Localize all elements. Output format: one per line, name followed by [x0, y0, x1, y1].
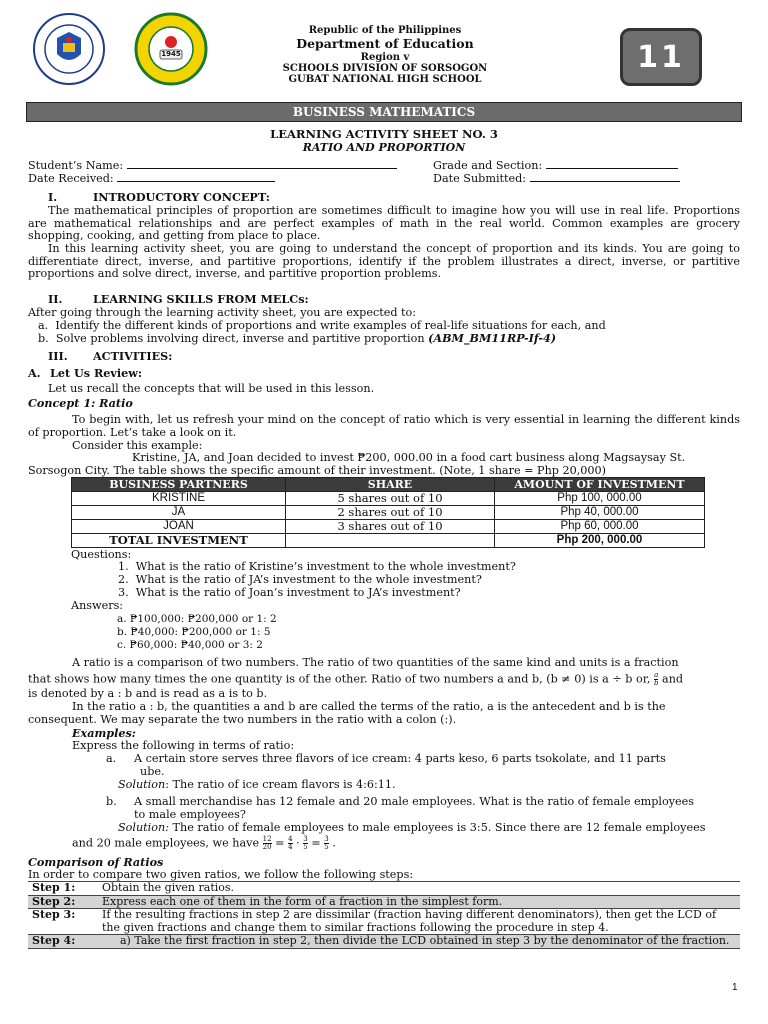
- step-label: Step 2:: [28, 895, 98, 909]
- ratio-def-line-2-text: that shows how many times the one quantity is of the other. Ratio of two numbers a and b, (b ≠ 0) is a ÷ b or,: [28, 672, 651, 686]
- ratio-def-line-2-end: and: [662, 672, 684, 686]
- steps-table: [28, 881, 740, 949]
- sheet-subtitle: RATIO AND PROPORTION: [302, 141, 466, 154]
- ratio-def-line-4: In the ratio a : b, the quantities a and b are called the terms of the ratio, a is the antecedent and b is the: [72, 700, 666, 713]
- section2-item-a: a. Identify the different kinds of proportions and write examples of real-life situations for each, and: [38, 319, 606, 332]
- step-label: Step 1:: [32, 881, 76, 894]
- answer-item: a. ₱100,000: ₱200,000 or 1: 2: [117, 613, 277, 625]
- review-heading: [28, 367, 740, 380]
- step-text: Obtain the given ratios.: [102, 881, 235, 894]
- section3-num: III.: [48, 349, 68, 363]
- table-row: [72, 506, 705, 520]
- grade-section-row: [433, 159, 678, 172]
- example-a-solution: [28, 779, 768, 792]
- question-text: What is the ratio of JA’s investment to the whole investment?: [135, 573, 482, 586]
- question-text: What is the ratio of Kristine’s investment to the whole investment?: [135, 560, 516, 573]
- solution-label: Solution:: [118, 821, 169, 834]
- step-label: Step 3:: [32, 908, 76, 921]
- concept1-heading: Concept 1: Ratio: [28, 396, 133, 410]
- section1-paragraph-1: The mathematical principles of proportion are sometimes difficult to imagine how you will use in real life. Proportions are mathematical relationships and are perfect examples of math in the real world. Common examples are grocery shopping, cooking, and getting from place to place.: [28, 204, 740, 243]
- step-row: [28, 895, 740, 909]
- partner-cell: JOAN: [72, 520, 286, 534]
- section1-heading: [28, 191, 740, 204]
- table-header-row: [72, 478, 705, 492]
- sheet-title: LEARNING ACTIVITY SHEET NO. 3: [270, 127, 498, 141]
- partner-cell: KRISTINE: [72, 492, 286, 506]
- question-item: 2. What is the ratio of JA’s investment to the whole investment?: [118, 573, 482, 586]
- fraction: $\frac{12}{20}$: [262, 835, 272, 851]
- section2-item-b: b. Solve problems involving direct, inverse and partitive proportion (ABM_BM11RP-If-4): [38, 331, 557, 345]
- example-b: [28, 796, 768, 809]
- date-submitted-row: [433, 172, 680, 185]
- answer-item: c. ₱60,000: ₱40,000 or 3: 2: [117, 639, 263, 651]
- step-text: Express each one of them in the form of a fraction in the simplest form.: [98, 895, 740, 909]
- section3-heading: [28, 350, 740, 363]
- date-received-field[interactable]: [117, 172, 275, 182]
- step-text: a) Take the first fraction in step 2, then divide the LCD obtained in step 3 by the denominator of the fraction.: [98, 935, 740, 949]
- amount-cell: Php 100, 000.00: [495, 492, 705, 506]
- table-header: AMOUNT OF INVESTMENT: [495, 478, 705, 492]
- review-label: A.: [28, 366, 41, 380]
- consider-text: Consider this example:: [72, 439, 203, 452]
- example-line-2: Sorsogon City. The table shows the specific amount of their investment. (Note, 1 share = Php 20,000): [28, 464, 607, 477]
- subject-banner: BUSINESS MATHEMATICS: [26, 102, 742, 122]
- section3-title: ACTIVITIES:: [93, 349, 173, 363]
- section2-num: II.: [48, 292, 63, 306]
- question-item: 3. What is the ratio of Joan’s investment to JA’s investment?: [118, 586, 461, 599]
- section1-paragraph-2: In this learning activity sheet, you are going to understand the concept of proportion and its kinds. You are going to differentiate direct, inverse, and partitive proportions, identify if the problem illustrates a direct, inverse, or partitive proportions and solve direct, inverse, and partitive proportion problems.: [28, 242, 740, 281]
- step-row: [28, 909, 740, 935]
- examples-intro: Express the following in terms of ratio:: [72, 739, 295, 752]
- solution-text: The ratio of female employees to male employees is 3:5. Since there are 12 female employees: [172, 821, 706, 834]
- example-b-solution-2: and 20 male employees, we have $\frac{12}{20}$ = $\frac{4}{4}$ · $\frac{3}{5}$ = $\frac{3}{5}$ .: [72, 835, 336, 851]
- answer-item: b. ₱40,000: ₱200,000 or 1: 5: [117, 626, 271, 638]
- republic-label: Republic of the Philippines: [308, 25, 462, 36]
- example-a-text-2: ube.: [140, 765, 165, 778]
- student-name-label: Student’s Name:: [28, 159, 124, 172]
- example-a-text: A certain store serves three flavors of ice cream: 4 parts keso, 6 parts tsokolate, and 11 parts: [134, 752, 666, 765]
- table-row: [72, 520, 705, 534]
- example-a: [28, 753, 768, 766]
- share-cell: 3 shares out of 10: [286, 520, 495, 534]
- school-label: GUBAT NATIONAL HIGH SCHOOL: [288, 74, 482, 85]
- step-text: If the resulting fractions in step 2 are dissimilar (fraction having different denominators), then get the LCD of the given fractions and change them to similar fractions following the procedure in step 4.: [102, 908, 717, 934]
- step-row: [28, 935, 740, 949]
- amount-cell: Php 40, 000.00: [495, 506, 705, 520]
- fraction: $\frac{4}{4}$: [288, 835, 293, 851]
- example-b-solution: [28, 822, 768, 835]
- partner-cell: JA: [72, 506, 286, 520]
- solution-text: : The ratio of ice cream flavors is 4:6:11.: [165, 778, 396, 791]
- investment-table: [71, 477, 705, 548]
- deped-seal-logo: [32, 12, 106, 86]
- comparison-intro: In order to compare two given ratios, we follow the following steps:: [28, 868, 414, 881]
- example-b-text: A small merchandise has 12 female and 20 male employees. What is the ratio of female employees: [134, 795, 695, 808]
- step-label: Step 4:: [28, 935, 98, 949]
- ratio-def-line-5: consequent. We may separate the two numbers in the ratio with a colon (:).: [28, 713, 457, 726]
- melc-code: (ABM_BM11RP-If-4): [428, 331, 557, 345]
- date-submitted-field[interactable]: [530, 172, 680, 182]
- example-line-1: Kristine, JA, and Joan decided to invest ₱200, 000.00 in a food cart business along Magsaysay St.: [132, 451, 686, 464]
- question-text: What is the ratio of Joan’s investment to JA’s investment?: [135, 586, 461, 599]
- a-over-b-fraction: $\frac{a}{b}$: [654, 671, 659, 687]
- date-received-label: Date Received:: [28, 172, 114, 185]
- solution-label: Solution: [118, 778, 166, 791]
- total-value: Php 200, 000.00: [495, 534, 705, 548]
- review-title: Let Us Review:: [50, 366, 143, 380]
- share-cell: 2 shares out of 10: [286, 506, 495, 520]
- questions-label: Questions:: [71, 548, 132, 561]
- section1-title: INTRODUCTORY CONCEPT:: [93, 190, 270, 204]
- page-number: 1: [732, 982, 738, 993]
- example-a-label: a.: [106, 752, 117, 765]
- section2-item-b-text: Solve problems involving direct, inverse and partitive proportion: [55, 332, 425, 345]
- table-header: SHARE: [286, 478, 495, 492]
- solution-text-2: and 20 male employees, we have: [72, 836, 260, 850]
- question-item: 1. What is the ratio of Kristine’s investment to the whole investment?: [118, 560, 516, 573]
- division-label: SCHOOLS DIVISION OF SORSOGON: [282, 63, 488, 74]
- refresh-paragraph: To begin with, let us refresh your mind on the concept of ratio which is very essential in learning the different kinds of proportion. Let’s take a look on it.: [28, 413, 740, 439]
- grade-badge: 11: [620, 28, 702, 86]
- school-seal-logo: [134, 12, 208, 86]
- section2-item-a-text: Identify the different kinds of proportions and write examples of real-life situations for each, and: [55, 319, 606, 332]
- date-submitted-label: Date Submitted:: [433, 172, 527, 185]
- total-label: TOTAL INVESTMENT: [72, 534, 286, 548]
- section1-num: I.: [48, 190, 58, 204]
- ratio-def-line-2: [28, 672, 740, 687]
- fraction: $\frac{3}{5}$: [324, 835, 329, 851]
- total-row: [72, 534, 705, 548]
- grade-section-label: Grade and Section:: [433, 159, 543, 172]
- table-header: BUSINESS PARTNERS: [72, 478, 286, 492]
- comparison-title: Comparison of Ratios: [28, 855, 164, 869]
- step-row: [28, 882, 740, 896]
- section2-heading: [28, 293, 740, 306]
- total-empty-cell: [286, 534, 495, 548]
- amount-cell: Php 60, 000.00: [495, 520, 705, 534]
- ratio-def-line-3: is denoted by a : b and is read as a is to b.: [28, 687, 268, 700]
- share-cell: 5 shares out of 10: [286, 492, 495, 506]
- section2-intro: After going through the learning activity sheet, you are expected to:: [28, 306, 417, 319]
- fraction: $\frac{3}{5}$: [303, 835, 308, 851]
- example-b-label: b.: [106, 795, 117, 808]
- ratio-def-line-1: A ratio is a comparison of two numbers. The ratio of two quantities of the same kind and units is a fraction: [72, 656, 679, 669]
- school-seal-year: 1945: [161, 50, 181, 58]
- student-name-field[interactable]: [127, 159, 397, 169]
- recall-text: Let us recall the concepts that will be used in this lesson.: [48, 382, 375, 395]
- answers-label: Answers:: [71, 599, 124, 612]
- department-label: Department of Education: [296, 36, 474, 51]
- table-row: [72, 492, 705, 506]
- region-label: Region v: [360, 52, 410, 63]
- section2-title: LEARNING SKILLS FROM MELCs:: [93, 292, 309, 306]
- grade-section-field[interactable]: [546, 159, 678, 169]
- example-b-text-2: to male employees?: [134, 808, 246, 821]
- examples-label: Examples:: [72, 726, 136, 740]
